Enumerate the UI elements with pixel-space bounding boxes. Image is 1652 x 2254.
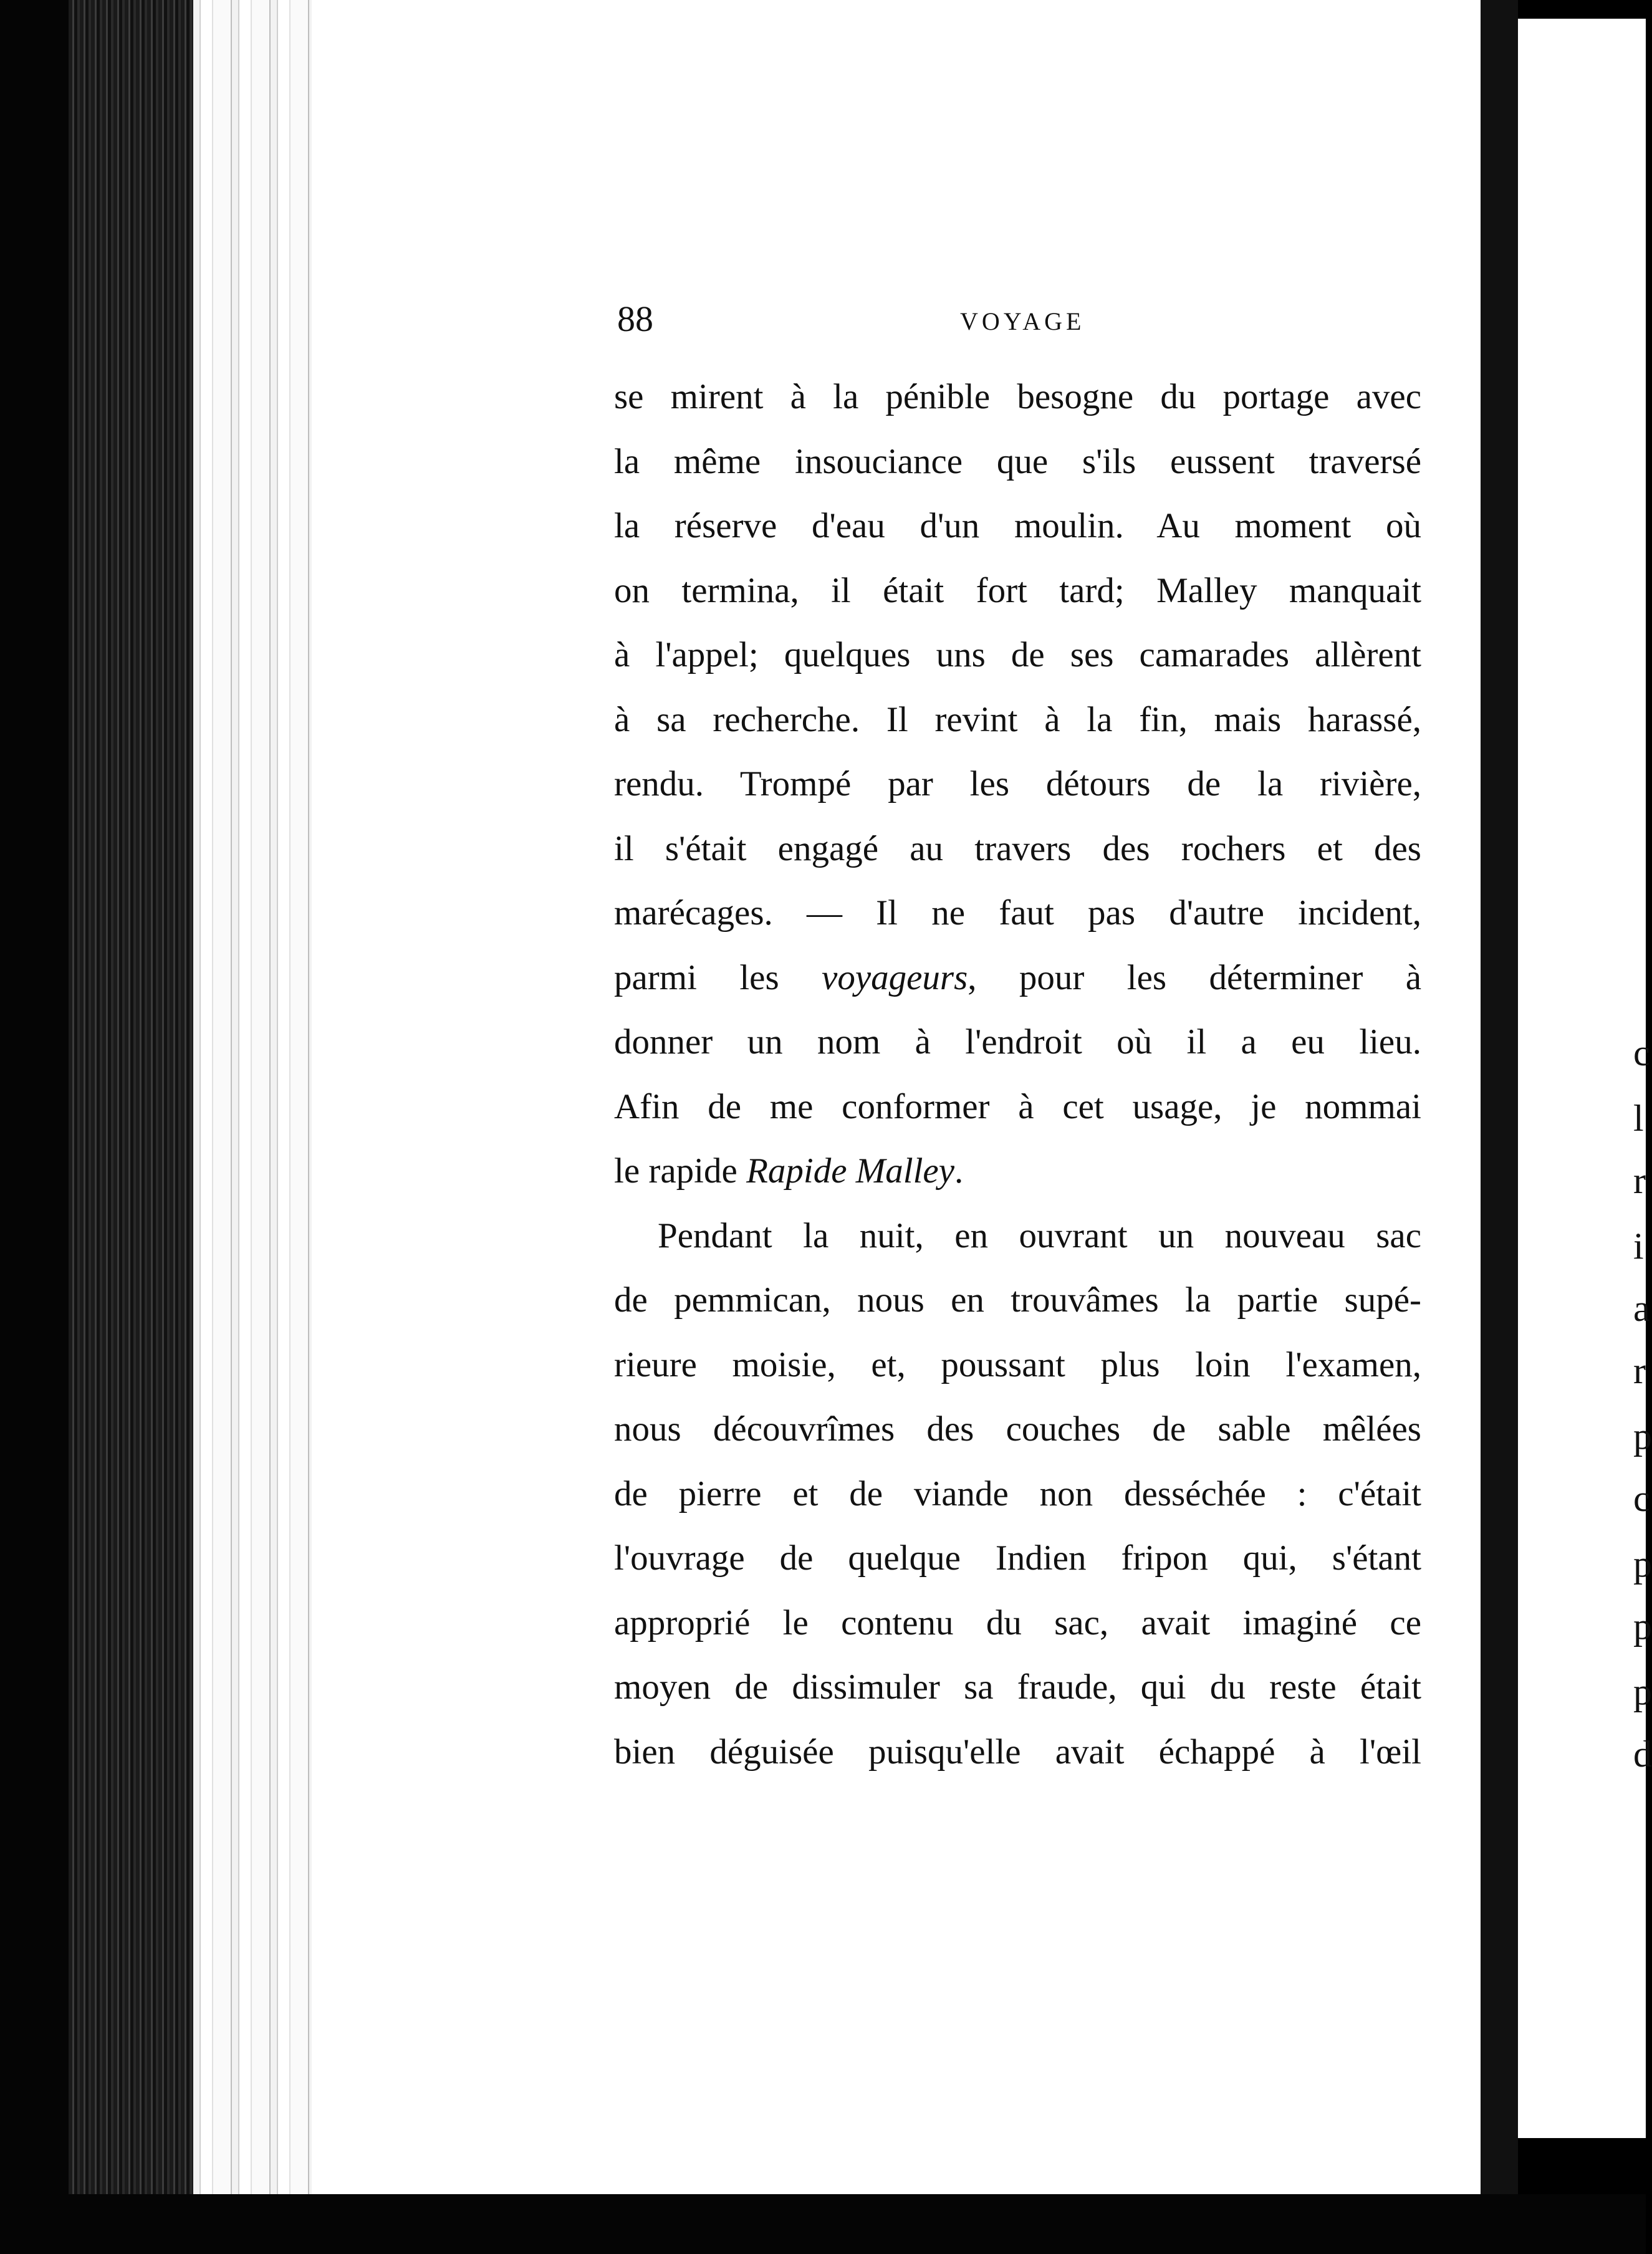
text-line: de pierre et de viande non desséchée : c'était [614,1474,1421,1513]
text-line: Afin de me conformer à cet usage, je nommai [614,1086,1421,1126]
fragment-glyph: r [1633,1350,1646,1391]
text-fragment: . [954,1151,964,1191]
fragment-glyph: c [1633,1478,1650,1519]
text-line: on termina, il était fort tard; Malley manquait [614,570,1421,610]
text-line: l'ouvrage de quelque Indien fripon qui, s'étant [614,1538,1421,1578]
italic-term: Rapide Malley [746,1151,955,1191]
text-line: rieure moisie, et, poussant plus loin l'examen, [614,1345,1421,1384]
text-line: nous découvrîmes des couches de sable mêlées [614,1409,1421,1449]
text-line: la même insouciance que s'ils eussent traversé [614,441,1421,481]
text-line: à l'appel; quelques uns de ses camarades allèrent [614,635,1421,674]
fragment-glyph: p [1633,1416,1652,1457]
fragment-glyph: p [1633,1671,1652,1712]
body-text [614,365,1421,1784]
text-line [614,946,1421,1010]
text-line: moyen de dissimuler sa fraude, qui du reste était [614,1667,1421,1707]
italic-term: voyageurs [822,957,968,997]
fragment-glyph: i [1633,1225,1644,1267]
text-line: marécages. — Il ne faut pas d'autre incident, [614,893,1421,933]
fragment-glyph: l [1633,1098,1644,1139]
fragment-glyph: p [1633,1606,1652,1647]
fragment-glyph: d [1633,1734,1652,1775]
page-number: 88 [617,299,653,339]
running-head [617,298,1421,342]
fragment-glyph: r [1633,1160,1646,1201]
text-fragment: le rapide [614,1151,737,1191]
text-line: approprié le contenu du sac, avait imaginé ce [614,1603,1421,1643]
text-line: se mirent à la pénible besogne du portage avec [614,377,1421,416]
fragment-glyph: p [1633,1543,1652,1585]
scan-bottom-border [0,2194,1646,2254]
text-line: de pemmican, nous en trouvâmes la partie supé- [614,1280,1421,1320]
text-line: rendu. Trompé par les détours de la rivière, [614,764,1421,803]
text-line: Pendant la nuit, en ouvrant un nouveau sac [658,1216,1421,1255]
text-line: à sa recherche. Il revint à la fin, mais harassé, [614,699,1421,739]
text-line: bien déguisée puisqu'elle avait échappé à l'œil [614,1732,1421,1772]
book-edge-dark [0,0,69,2254]
running-title: VOYAGE [960,307,1085,335]
facing-page-edge [1518,19,1652,2138]
page-stack [193,0,312,2254]
text-line [614,1139,1421,1204]
fragment-glyph: c [1633,1032,1650,1073]
text-line: donner un nom à l'endroit où il a eu lieu. [614,1022,1421,1062]
text-line: la réserve d'eau d'un moulin. Au moment où [614,506,1421,545]
text-fragment: parmi les [614,957,779,997]
book-fore-edge [69,0,193,2254]
fragment-glyph: a [1633,1288,1650,1329]
text-fragment: , pour les déterminer à [968,957,1422,997]
page-gutter [1481,0,1518,2254]
text-line: il s'était engagé au travers des rochers et des [614,828,1421,868]
